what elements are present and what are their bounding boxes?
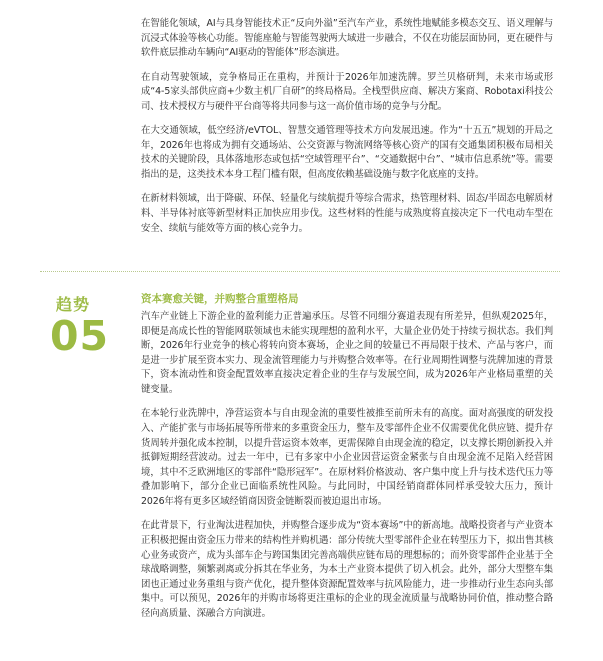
trend-label: 趋势 bbox=[56, 295, 91, 314]
paragraph-transportation: 在大交通领域，低空经济/eVTOL、智慧交通管理等技术方向发展迅速。作为“十五五”规划的开局之年，2026年也将成为拥有交通场站、公交资源与物流网络等核心资产的国有交通集团积极布局相关技术的关键阶段，具体落地形态或包括“空域管理平台”、“交通数据中台”、“城市信息系统”等。需要指出的是，这类技术本身工程门槛有限，但高度依赖基础设施与数字化底座的支持。 bbox=[141, 125, 553, 180]
paragraph-cash-flow: 在本轮行业洗牌中，净营运资本与自由现金流的重要性被推至前所未有的高度。面对高强度的研发投入、产能扩张与市场拓展等所带来的多重资金压力，整车及零部件企业不仅需要优化供应链、提升存货周转并强化成本控制，以提升营运资本效率，更需保障自由现金流的稳定，以支撑长期创新投入并抵御短期经营波动。过去一年中，已有多家中小企业因营运资金紧张与自由现金流不足陷入经营困境，其中不乏欧洲地区的零部件“隐形冠军”。在原材料价格波动、客户集中度上升与技术迭代压力等叠加影响下，部分企业已面临系统性风险。与此同时，中国经销商群体同样承受较大压力，预计2026年将有更多区域经销商因资金链断裂而被迫退出市场。 bbox=[141, 408, 553, 507]
paragraph-mergers: 在此背景下，行业淘汰进程加快，并购整合逐步成为“资本赛场”中的新高地。战略投资者与产业资本正积极把握由资金压力带来的结构性并购机遇：部分传统大型零部件企业在转型压力下，拟出售其核心业务或资产，成为头部车企与跨国集团完善高端供应链布局的理想标的；而外资零部件企业基于全球战略调整，频繁剥离或分拆其在华业务，为本土产业资本提供了切入机会。此外，部分大型整车集团也正通过业务重组与资产优化，提升整体资源配置效率与抗风险能力，进一步推动行业生态向头部集中。可以预见，2026年的并购市场将更注重标的企业的现金流质量与战略协同价值，推动整合路径向高质量、深融合方向演进。 bbox=[141, 520, 553, 619]
paragraph-new-materials: 在新材料领域，出于降碳、环保、轻量化与续航提升等综合需求，热管理材料、固态/半固态电解质材料、半导体衬底等新型材料正加快应用步伐。这些材料的性能与成熟度将直接决定下一代电动车型在安全、续航与能效等方面的核心竞争力。 bbox=[141, 193, 553, 234]
paragraph-capital-competition: 汽车产业链上下游企业的盈利能力正普遍承压。尽管不同细分赛道表现有所差异，但纵观2025年，即便是高成长性的智能网联领域也未能实现理想的盈利水平，大量企业仍处于持续亏损状态。我们判断，2026年行业竞争的核心将转向资本赛场，企业之间的较量已不再局限于技术、产品与客户，而是进一步扩展至资本实力、现金流管理能力与并购整合效率等。在行业周期性调整与洗牌加速的背景下，资本流动性和资金配置效率直接决定着企业的生存与发展空间，成为2026年产业格局重塑的关键变量。 bbox=[141, 311, 553, 395]
paragraph-autonomous-driving: 在自动驾驶领域，竞争格局正在重构，并预计于2026年加速洗牌。罗兰贝格研判，未来市场或形成“4-5家头部供应商+少数主机厂自研”的终局格局。全栈型供应商、解决方案商、Robotaxi科技公司、技术授权方与硬件平台商等将共同参与这一高价值市场的竞争与分配。 bbox=[141, 71, 553, 112]
section-divider bbox=[40, 271, 560, 272]
paragraph-intelligent-ai: 在智能化领域，AI与具身智能技术正“反向外溢”至汽车产业，系统性地赋能多模态交互、语义理解与沉浸式体验等核心功能。智能座舱与智能驾驶两大域进一步融合，不仅在功能层面协同，更在硬件与软件底层推动车辆向“AI驱动的智能体”形态演进。 bbox=[141, 18, 553, 59]
trend-number: 05 bbox=[50, 312, 110, 360]
section-title: 资本赛愈关键，并购整合重塑格局 bbox=[141, 293, 299, 305]
bottom-text-column bbox=[141, 310, 553, 631]
top-text-column bbox=[141, 17, 553, 246]
